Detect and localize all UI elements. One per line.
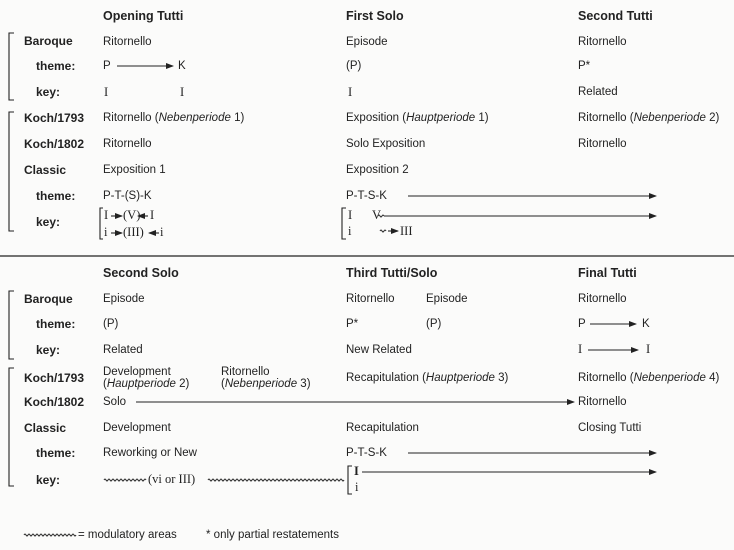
cell: Ritornello <box>578 138 627 150</box>
cell: I <box>578 342 583 356</box>
cell: (V) <box>123 208 141 222</box>
cell: Recapitulation <box>346 422 419 434</box>
label-key: key: <box>36 473 61 487</box>
cell: III <box>400 224 413 238</box>
cell: Episode <box>103 293 145 305</box>
header-final-tutti: Final Tutti <box>578 266 637 280</box>
cell: Closing Tutti <box>578 422 642 434</box>
cell: I <box>646 342 651 356</box>
cell: Related <box>103 344 143 356</box>
header-opening-tutti: Opening Tutti <box>103 9 184 23</box>
cell: P* <box>578 60 591 72</box>
wavy-right <box>208 479 344 481</box>
cell: P <box>578 318 586 330</box>
label-baroque: Baroque <box>24 292 73 306</box>
bracket-bottom-baroque <box>9 291 14 359</box>
cell: Ritornello (Nebenperiode 4) <box>578 372 720 384</box>
cell: Solo <box>103 396 127 408</box>
wavy-left <box>104 479 146 481</box>
cell: (P) <box>346 60 362 72</box>
cell: I <box>180 85 185 99</box>
label-theme: theme: <box>36 189 76 203</box>
cell: Episode <box>426 293 468 305</box>
cell: Ritornello <box>346 293 395 305</box>
bracket-top-classic <box>9 112 14 231</box>
cell: K <box>642 318 650 330</box>
cell: I <box>348 85 353 99</box>
cell: V <box>372 208 382 222</box>
label-theme: theme: <box>36 317 76 331</box>
cell: I <box>354 464 359 478</box>
cell: Ritornello <box>103 138 152 150</box>
cell: (III) <box>123 225 144 239</box>
cell: P <box>103 60 111 72</box>
cell: (Hauptperiode 2) <box>103 378 190 390</box>
label-key: key: <box>36 343 61 357</box>
cell: P-T-S-K <box>346 447 387 459</box>
cell: I <box>348 208 353 222</box>
cell: P-T-(S)-K <box>103 190 152 202</box>
cell: (P) <box>426 318 442 330</box>
cell: Development <box>103 366 171 378</box>
cell: Ritornello (Nebenperiode 1) <box>103 112 245 124</box>
cell: Exposition 1 <box>103 164 166 176</box>
label-key: key: <box>36 215 61 229</box>
cell: Ritornello <box>578 36 627 48</box>
cell: I <box>104 208 109 222</box>
cell: i <box>355 480 359 494</box>
header-third-tutti-solo: Third Tutti/Solo <box>346 266 438 280</box>
cell: Ritornello <box>103 36 152 48</box>
cell: Development <box>103 422 171 434</box>
cell: i <box>104 225 108 239</box>
cell: New Related <box>346 344 412 356</box>
header-second-tutti: Second Tutti <box>578 9 653 23</box>
label-theme: theme: <box>36 59 76 73</box>
cell: Reworking or New <box>103 447 197 459</box>
cell: I <box>104 85 109 99</box>
cell: Ritornello <box>578 396 627 408</box>
wavy-legend <box>24 534 76 536</box>
cell: Ritornello <box>578 293 627 305</box>
cell: P* <box>346 318 359 330</box>
cell: (vi or III) <box>148 472 196 486</box>
label-key: key: <box>36 85 61 99</box>
cell: K <box>178 60 186 72</box>
label-koch-1802: Koch/1802 <box>24 137 85 151</box>
cell: P-T-S-K <box>346 190 387 202</box>
header-first-solo: First Solo <box>346 9 404 23</box>
bracket-bottom-classic <box>9 368 14 486</box>
label-koch-1793: Koch/1793 <box>24 111 85 125</box>
label-theme: theme: <box>36 446 76 460</box>
cell: Episode <box>346 36 388 48</box>
cell: Related <box>578 86 618 98</box>
cell: Ritornello (Nebenperiode 2) <box>578 112 720 124</box>
cell: I <box>150 208 155 222</box>
cell: Exposition (Hauptperiode 1) <box>346 112 489 124</box>
bracket-top-baroque <box>9 33 14 100</box>
label-baroque: Baroque <box>24 34 73 48</box>
legend-partial: * only partial restatements <box>206 529 339 541</box>
cell: (P) <box>103 318 119 330</box>
header-second-solo: Second Solo <box>103 266 179 280</box>
label-classic: Classic <box>24 163 67 177</box>
cell: Exposition 2 <box>346 164 409 176</box>
legend-modulatory: = modulatory areas <box>78 529 177 541</box>
cell: i <box>348 224 352 238</box>
cell: (Nebenperiode 3) <box>221 378 311 390</box>
label-koch-1802: Koch/1802 <box>24 395 85 409</box>
label-koch-1793: Koch/1793 <box>24 371 85 385</box>
cell: Solo Exposition <box>346 138 426 150</box>
cell: Recapitulation (Hauptperiode 3) <box>346 372 509 384</box>
cell: Ritornello <box>221 366 270 378</box>
label-classic: Classic <box>24 421 67 435</box>
cell: i <box>160 225 164 239</box>
